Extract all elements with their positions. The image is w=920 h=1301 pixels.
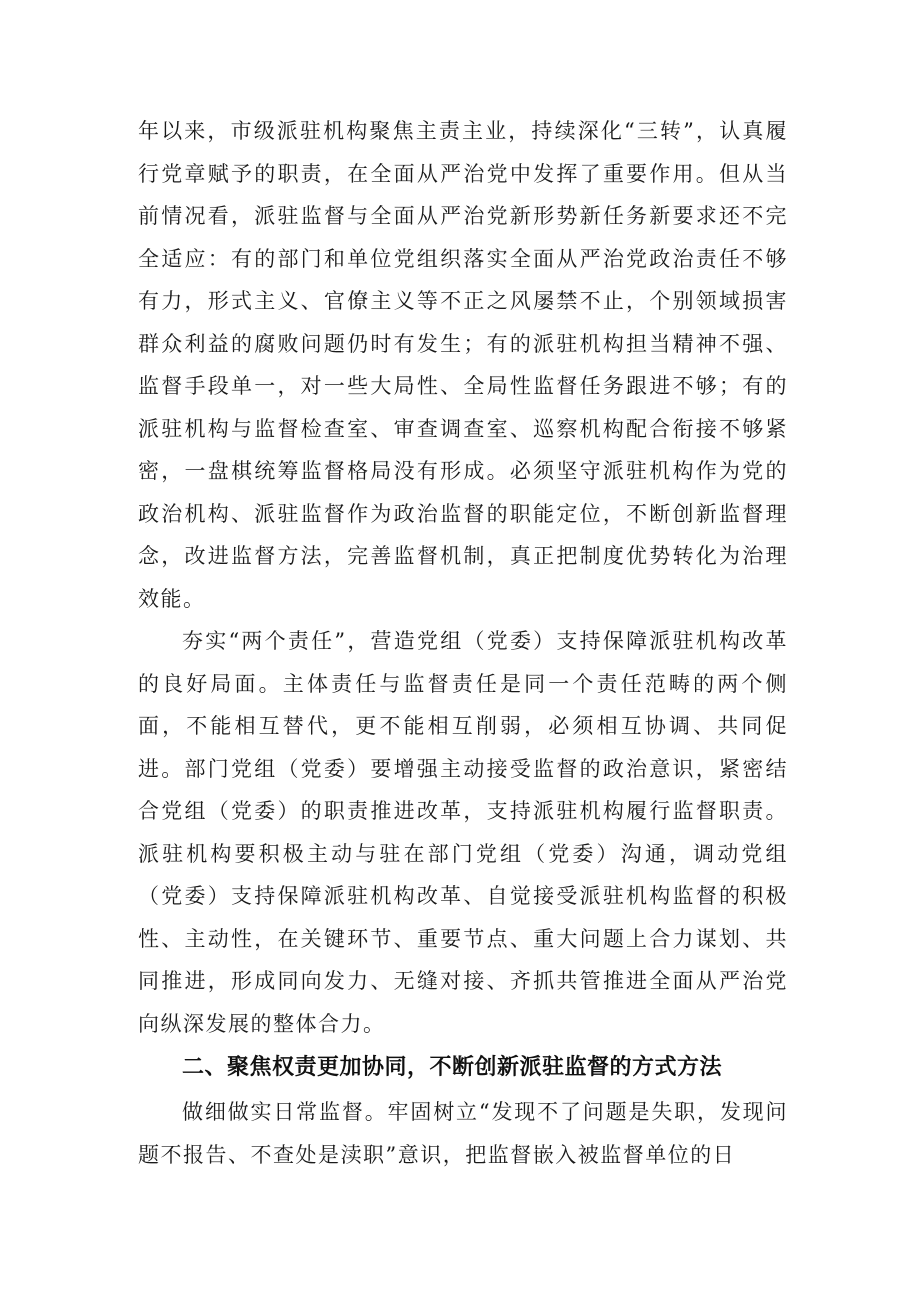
section-heading: 二、聚焦权责更加协同，不断创新派驻监督的方式方法 — [182, 1055, 723, 1080]
body-paragraph-1: 年以来，市级派驻机构聚焦主责主业，持续深化“三转”，认真履行党章赋予的职责，在全面从严治党中发挥了重要作用。但从当前情况看，派驻监督与全面从严治党新形势新任务新要求还不完全适应：有的部门和单位党组织落实全面从严治党政治责任不够有力，形式主义、官僚主义等不正之风屡禁不止，个别领域损害群众利益的腐败问题仍时有发生；有的派驻机构担当精神不强、监督手段单一，对一些大局性、全局性监督任务跟进不够；有的派驻机构与监督检查室、审查调查室、巡察机构配合衔接不够紧密，一盘棋统筹监督格局没有形成。必须坚守派驻机构作为党的政治机构、派驻监督作为政治监督的职能定位，不断创新监督理念，改进监督方法，完善监督机制，真正把制度优势转化为治理效能。 — [138, 119, 788, 611]
document-body — [138, 110, 788, 1176]
body-paragraph-3: 做细做实日常监督。牢固树立“发现不了问题是失职，发现问题不报告、不查处是渎职”意识，把监督嵌入被监督单位的日 — [138, 1100, 788, 1167]
body-paragraph-2: 夯实“两个责任”，营造党组（党委）支持保障派驻机构改革的良好局面。主体责任与监督责任是同一个责任范畴的两个侧面，不能相互替代，更不能相互削弱，必须相互协调、共同促进。部门党组（党委）要增强主动接受监督的政治意识，紧密结合党组（党委）的职责推进改革，支持派驻机构履行监督职责。派驻机构要积极主动与驻在部门党组（党委）沟通，调动党组（党委）支持保障派驻机构改革、自觉接受派驻机构监督的积极性、主动性，在关键环节、重要节点、重大问题上合力谋划、共同推进，形成同向发力、无缝对接、齐抓共管推进全面从严治党向纵深发展的整体合力。 — [138, 629, 788, 1036]
